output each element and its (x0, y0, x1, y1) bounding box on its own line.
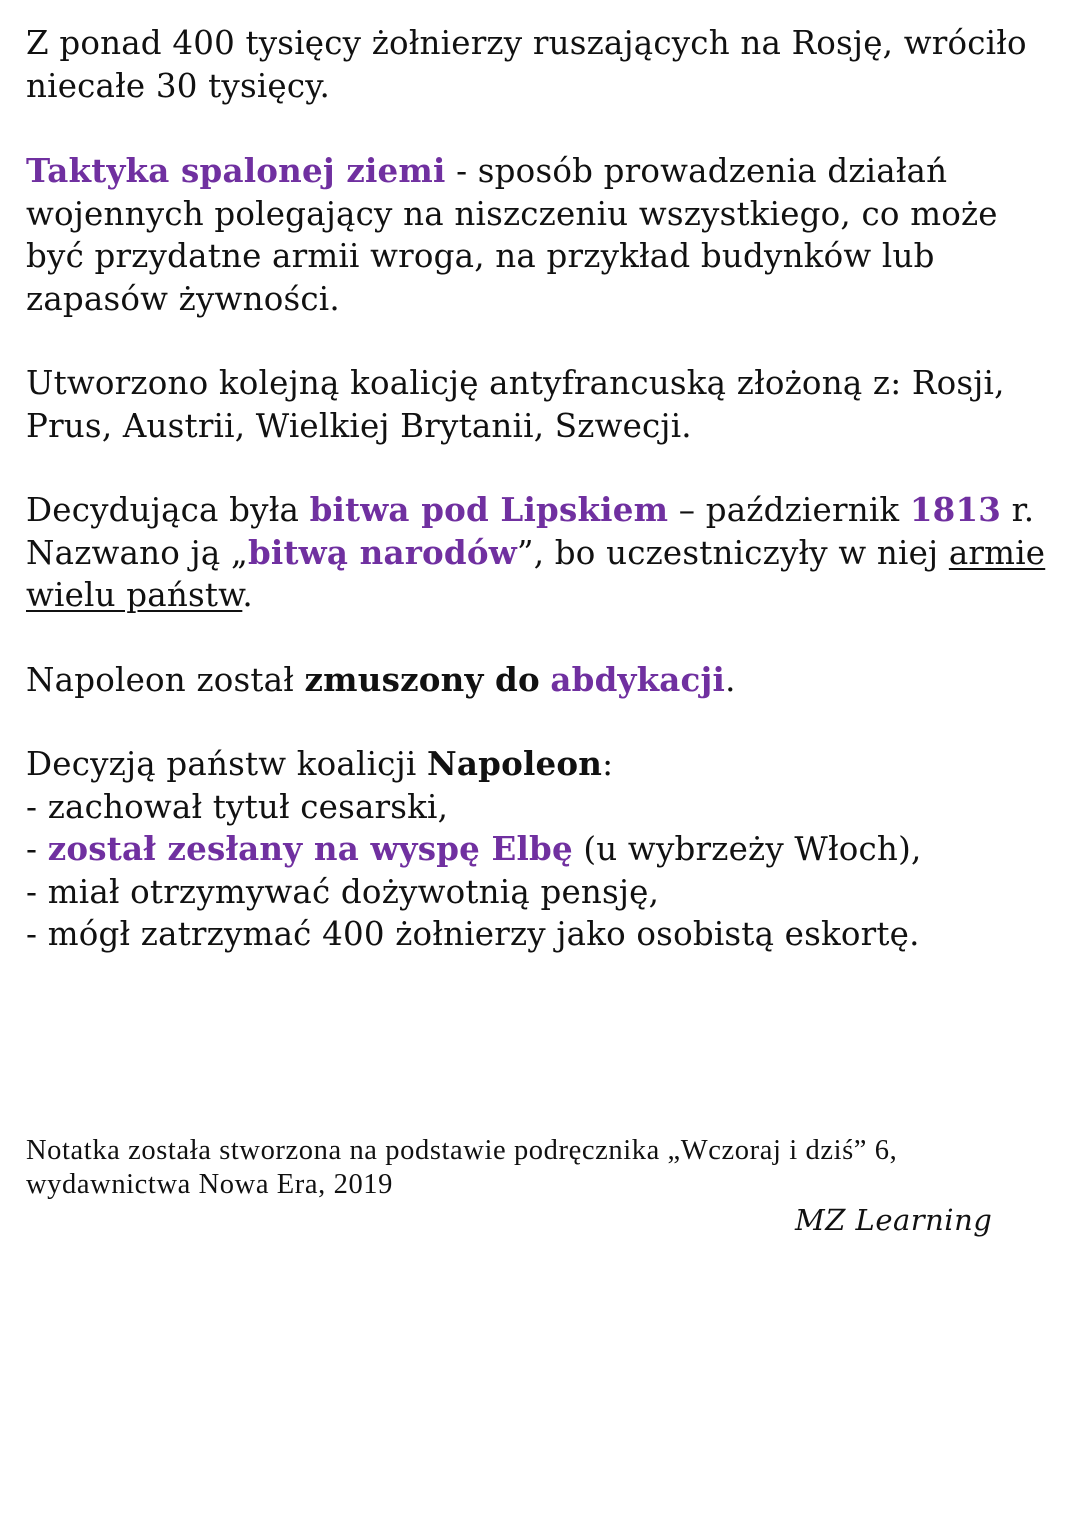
list-item: - mógł zatrzymać 400 żołnierzy jako osobistą eskortę. (26, 915, 920, 953)
decision-block (26, 743, 1066, 956)
leipzig-year: 1813 (909, 490, 1002, 529)
note-page (26, 22, 1066, 956)
abdication-forced: zmuszony do (304, 659, 540, 699)
list-item: - miał otrzymywać dożywotnią pensję, (26, 872, 660, 911)
scorched-earth-term: Taktyka spalonej ziemi (26, 151, 446, 190)
list-item-rest: (u wybrzeży Włoch), (572, 830, 922, 868)
signature: MZ Learning (795, 1203, 993, 1237)
coalition-paragraph (26, 362, 1066, 447)
armies-underlined: armie wielu państw (26, 533, 1046, 614)
leipzig-text-4: ”, bo uczestniczyły w niej (516, 533, 949, 572)
source-footnote: Notatka została stworzona na podstawie podręcznika „Wczoraj i dziś” 6, wydawnictwa Nowa Era, 2019 (26, 1135, 898, 1200)
decision-text-2: : (602, 745, 614, 783)
decision-napoleon: Napoleon (427, 744, 603, 783)
elba-exile: został zesłany na wyspę Elbę (47, 829, 573, 868)
leipzig-text-1: Decydująca była (26, 491, 310, 529)
leipzig-battle: bitwa pod Lipskiem (309, 490, 669, 529)
leipzig-paragraph (26, 489, 1066, 617)
list-item-dash: - (26, 830, 48, 868)
coalition-text: Utworzono kolejną koalicję antyfrancuską złożoną z: Rosji, Prus, Austrii, Wielkiej Brytanii, Szwecji. (26, 364, 1005, 445)
abdication-paragraph (26, 659, 1066, 702)
abdication-text-1: Napoleon został (26, 660, 305, 699)
battle-of-nations: bitwą narodów (247, 532, 517, 572)
list-item: - zachował tytuł cesarski, (26, 787, 449, 826)
decision-text-1: Decyzją państw koalicji (26, 745, 427, 783)
leipzig-text-3: r. Nazwano ją „ (26, 491, 1035, 572)
scorched-earth-definition: - sposób prowadzenia działań wojennych polegający na niszczeniu wszystkiego, co może być przydatne armii wroga, na przykład budynków lub zapasów żywności. (26, 152, 998, 318)
intro-text: Z ponad 400 tysięcy żołnierzy ruszających na Rosję, wróciło niecałe 30 tysięcy. (26, 24, 1027, 105)
decision-heading (26, 743, 1066, 786)
abdication-term: abdykacji (550, 659, 726, 699)
list-item (26, 828, 1066, 871)
leipzig-text-5: . (242, 576, 253, 614)
abdication-text-2 (540, 661, 551, 699)
intro-paragraph (26, 22, 1066, 107)
leipzig-text-2: – październik (668, 491, 910, 529)
abdication-text-3: . (725, 660, 736, 699)
scorched-earth-paragraph (26, 150, 1066, 320)
decision-list (26, 786, 1066, 956)
